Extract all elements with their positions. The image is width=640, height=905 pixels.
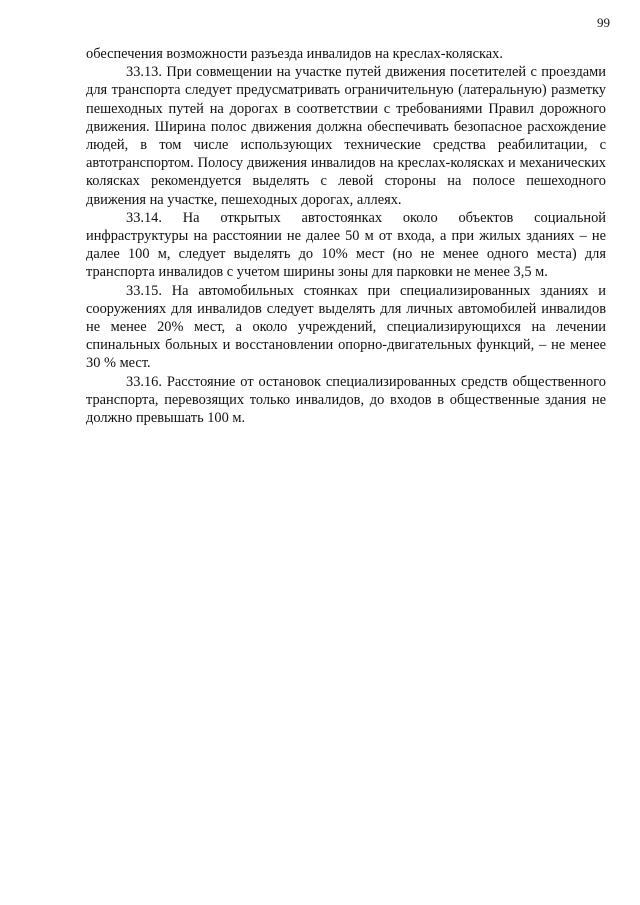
page-number: 99 [597,15,610,30]
paragraph-33-14: 33.14. На открытых автостоянках около объектов социальной инфраструктуры на расстоянии не далее 50 м от входа, а при жилых зданиях – не далее 100 м, следует выделять до 10% мест (но не менее одного места) для транспорта инвалидов с учетом ширины зоны для парковки не менее 3,5 м. [86,209,606,281]
paragraph-33-16: 33.16. Расстояние от остановок специализированных средств общественного транспорта, перевозящих только инвалидов, до входов в общественные здания не должно превышать 100 м. [86,373,606,427]
paragraph-continuation: обеспечения возможности разъезда инвалидов на креслах-колясках. [86,46,503,62]
body-text [86,45,606,427]
paragraph-33-13: 33.13. При совмещении на участке путей движения посетителей с проездами для транспорта следует предусматривать ограничительную (латеральную) разметку пешеходных путей на дорогах в соответствии с требованиями Правил дорожного движения. Ширина полос движения должна обеспечивать безопасное расхождение людей, в том числе использующих технические средства реабилитации, с автотранспортом. Полосу движения инвалидов на креслах-колясках и механических колясках рекомендуется выделять с левой стороны на полосе пешеходного движения на участке, пешеходных дорогах, аллеях. [86,64,606,208]
paragraph-33-15: 33.15. На автомобильных стоянках при специализированных зданиях и сооружениях для инвалидов следует выделять для личных автомобилей инвалидов не менее 20% мест, а около учреждений, специализирующихся на лечении спинальных больных и восстановлении опорно-двигательных функций, – не менее 30 % мест. [86,282,606,372]
